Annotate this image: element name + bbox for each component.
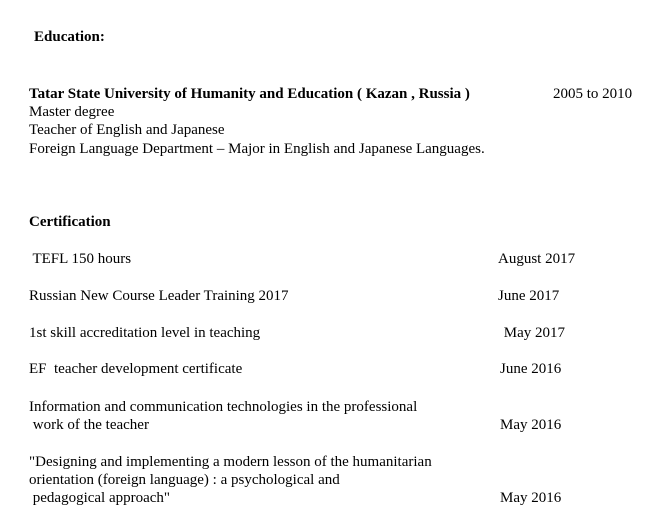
education-years: 2005 to 2010 xyxy=(553,86,633,102)
certification-item-name: 1st skill accreditation level in teaching xyxy=(29,325,261,341)
certification-item-date: May 2017 xyxy=(500,325,565,341)
certification-heading: Certification xyxy=(29,214,111,230)
education-heading: Education: xyxy=(34,29,105,45)
certification-item-name: TEFL 150 hours xyxy=(29,251,132,267)
education-department: Foreign Language Department – Major in English and Japanese Languages. xyxy=(29,141,485,157)
certification-item-name-line-1: "Designing and implementing a modern lesson of the humanitarian xyxy=(29,454,432,470)
certification-item-name-line-1: Information and communication technologies in the professional xyxy=(29,399,418,415)
certification-item-name: Russian New Course Leader Training 2017 xyxy=(29,288,289,304)
certification-item-date: May 2016 xyxy=(500,490,562,506)
certification-item-date: June 2016 xyxy=(500,361,562,377)
certification-item-name-line-2: orientation (foreign language) : a psychological and xyxy=(29,472,340,488)
certification-item-date: May 2016 xyxy=(500,417,562,433)
education-institution: Tatar State University of Humanity and Education ( Kazan , Russia ) xyxy=(29,86,470,102)
certification-item-name-line-2: work of the teacher xyxy=(29,417,149,433)
education-title: Teacher of English and Japanese xyxy=(29,122,225,138)
certification-item-name-line-3: pedagogical approach" xyxy=(29,490,171,506)
education-degree: Master degree xyxy=(29,104,115,120)
certification-item-date: June 2017 xyxy=(498,288,560,304)
certification-item-name: EF teacher development certificate xyxy=(29,361,243,377)
certification-item-date: August 2017 xyxy=(498,251,576,267)
